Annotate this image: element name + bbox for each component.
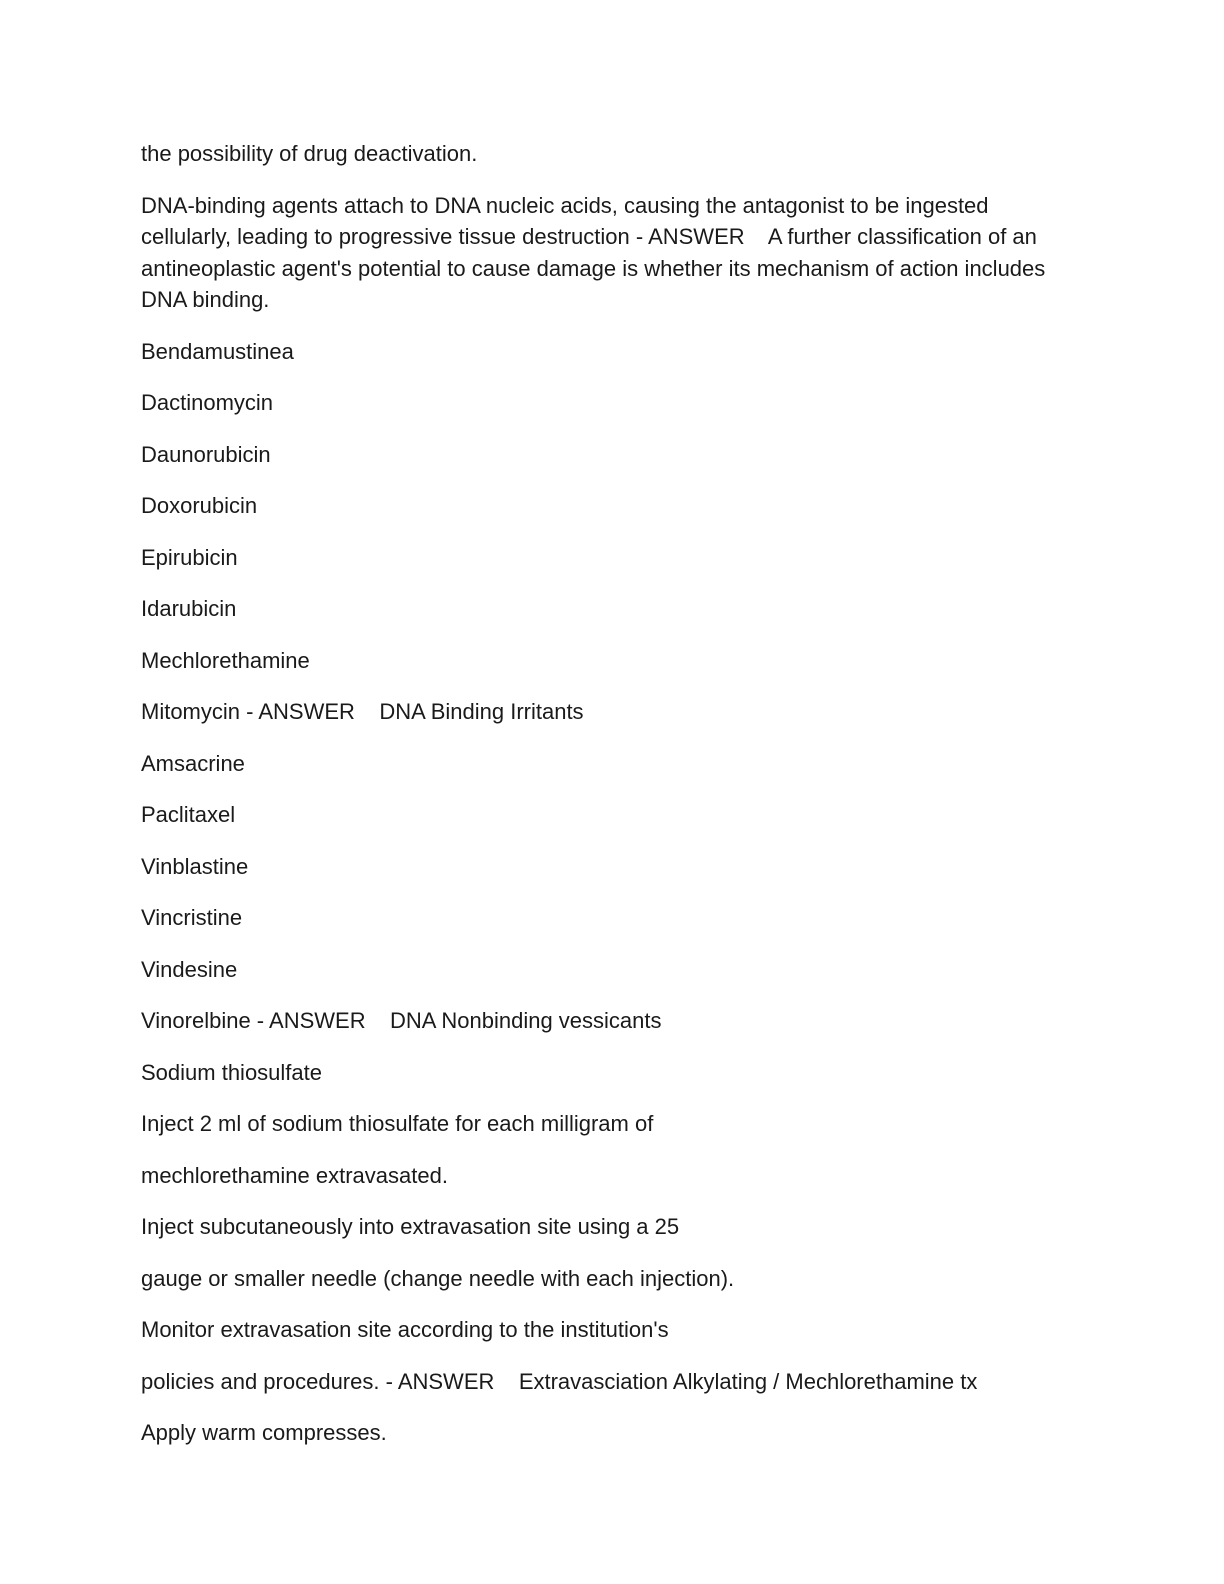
paragraph: Idarubicin	[141, 596, 237, 621]
paragraph: Inject 2 ml of sodium thiosulfate for each milligram of	[141, 1111, 654, 1136]
paragraph: Doxorubicin	[141, 493, 258, 518]
paragraph: gauge or smaller needle (change needle with each injection).	[141, 1265, 735, 1291]
paragraph: DNA-binding agents attach to DNA nucleic acids, causing the antagonist to be ingested cellularly, leading to progressive tissue destruction - ANSWER A further classification of an antineoplastic agent's potential to cause damage is whether its mechanism of action includes DNA binding.	[141, 192, 1052, 312]
paragraph: Vinblastine	[141, 853, 249, 879]
paragraph: mechlorethamine extravasated.	[141, 1162, 448, 1188]
paragraph: policies and procedures. - ANSWER Extravasciation Alkylating / Mechlorethamine tx	[141, 1368, 978, 1394]
paragraph: Sodium thiosulfate	[141, 1059, 322, 1085]
paragraph: Bendamustinea	[141, 338, 294, 364]
paragraph: Mechlorethamine	[141, 647, 310, 673]
document-page	[141, 138, 1071, 1469]
paragraph: Monitor extravasation site according to the institution's	[141, 1317, 669, 1342]
paragraph: the possibility of drug deactivation.	[141, 141, 478, 166]
paragraph: Vindesine	[141, 956, 238, 982]
paragraph: Daunorubicin	[141, 441, 271, 467]
paragraph: Vinorelbine - ANSWER DNA Nonbinding vessicants	[141, 1008, 662, 1033]
paragraph: Vincristine	[141, 905, 243, 930]
paragraph: Inject subcutaneously into extravasation site using a 25	[141, 1214, 680, 1239]
paragraph: Dactinomycin	[141, 390, 274, 415]
paragraph: Apply warm compresses.	[141, 1420, 387, 1445]
paragraph: Paclitaxel	[141, 802, 236, 827]
paragraph: Epirubicin	[141, 544, 238, 570]
paragraph: Amsacrine	[141, 750, 245, 776]
paragraph: Mitomycin - ANSWER DNA Binding Irritants	[141, 699, 584, 724]
